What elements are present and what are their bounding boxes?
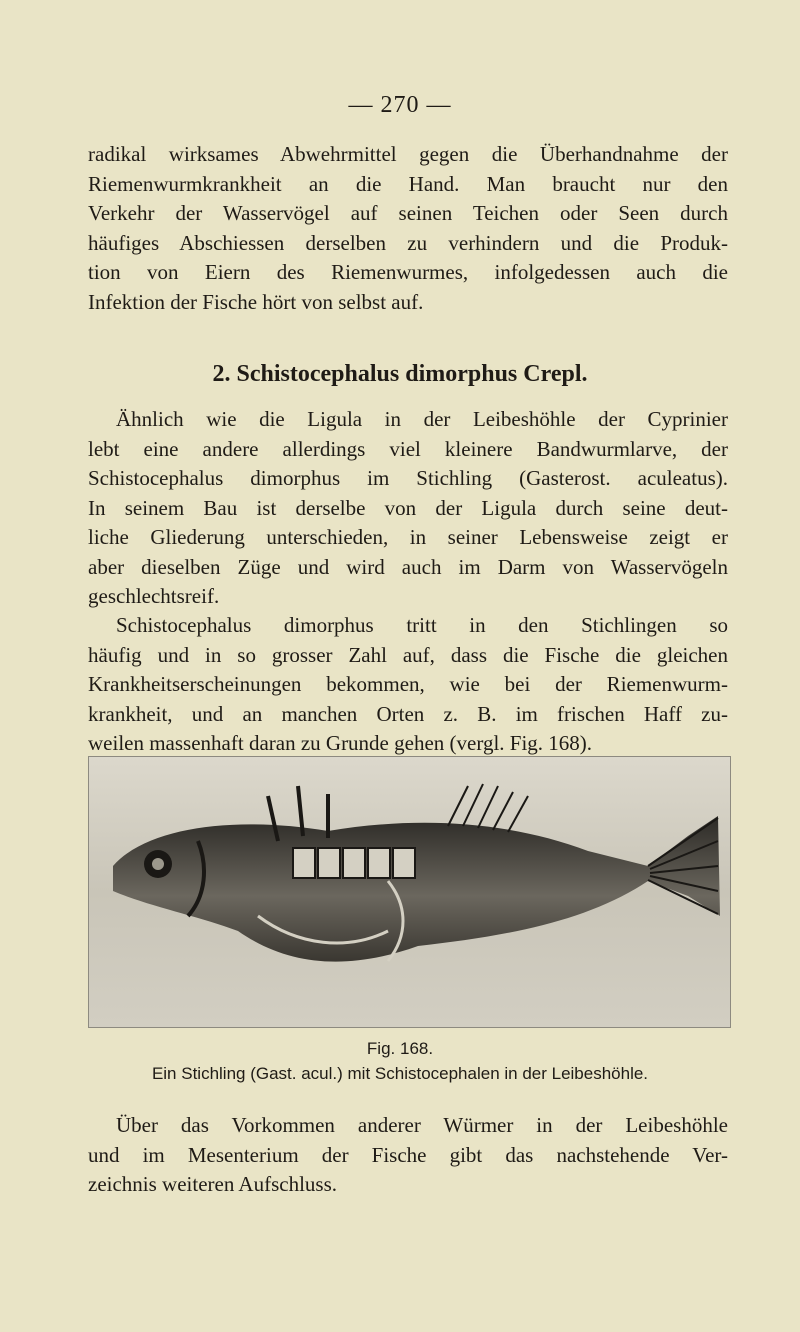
- section-heading: 2. Schistocephalus dimorphus Crepl.: [212, 361, 588, 387]
- text-line: Verkehr der Wasservögel auf seinen Teichen oder Seen durch: [88, 201, 728, 225]
- text-line: Schistocephalus dimorphus im Stichling (Gasterost. aculeatus).: [88, 466, 728, 490]
- text-line: lebt eine andere allerdings viel kleinere Bandwurmlarve, der: [88, 436, 728, 461]
- figure-number: Fig. 168.: [366, 1039, 434, 1058]
- text-line: In seinem Bau ist derselbe von der Ligula durch seine deut-: [88, 495, 728, 520]
- stickleback-figure: [88, 756, 731, 1028]
- text-line: häufiges Abschiessen derselben zu verhindern und die Produk-: [88, 230, 728, 255]
- text-line: Infektion der Fische hört von selbst auf.: [88, 289, 424, 314]
- figure-caption: Ein Stichling (Gast. acul.) mit Schistocephalen in der Leibeshöhle.: [151, 1064, 649, 1083]
- text-line: geschlechtsreif.: [88, 584, 220, 608]
- paragraph-2: [88, 405, 728, 612]
- text-line: Krankheitserscheinungen bekommen, wie bei der Riemenwurm-: [88, 672, 728, 696]
- text-line: zeichnis weiteren Aufschluss.: [88, 1172, 338, 1196]
- stickleback-illustration: [88, 756, 731, 1028]
- paragraph-1: [88, 140, 728, 317]
- page-number: — 270 —: [348, 92, 452, 118]
- text-line: krankheit, und an manchen Orten z. B. im frischen Haff zu-: [88, 701, 728, 726]
- text-line: Über das Vorkommen anderer Würmer in der Leibeshöhle: [116, 1113, 728, 1137]
- text-line: Ähnlich wie die Ligula in der Leibeshöhle der Cyprinier: [116, 407, 728, 431]
- text-line: radikal wirksames Abwehrmittel gegen die Überhandnahme der: [88, 142, 728, 166]
- text-line: Riemenwurmkrankheit an die Hand. Man braucht nur den: [88, 171, 728, 196]
- text-line: aber dieselben Züge und wird auch im Darm von Wasservögeln: [88, 554, 728, 579]
- text-line: häufig und in so grosser Zahl auf, dass die Fische die gleichen: [88, 642, 728, 667]
- paragraph-3: [88, 611, 728, 759]
- paragraph-4: [88, 1111, 728, 1200]
- text-line: tion von Eiern des Riemenwurmes, infolgedessen auch die: [88, 260, 728, 284]
- text-line: und im Mesenterium der Fische gibt das nachstehende Ver-: [88, 1142, 728, 1167]
- text-line: weilen massenhaft daran zu Grunde gehen (vergl. Fig. 168).: [88, 731, 593, 755]
- text-line: Schistocephalus dimorphus tritt in den Stichlingen so: [116, 613, 728, 637]
- text-line: liche Gliederung unterschieden, in seiner Lebensweise zeigt er: [88, 525, 728, 549]
